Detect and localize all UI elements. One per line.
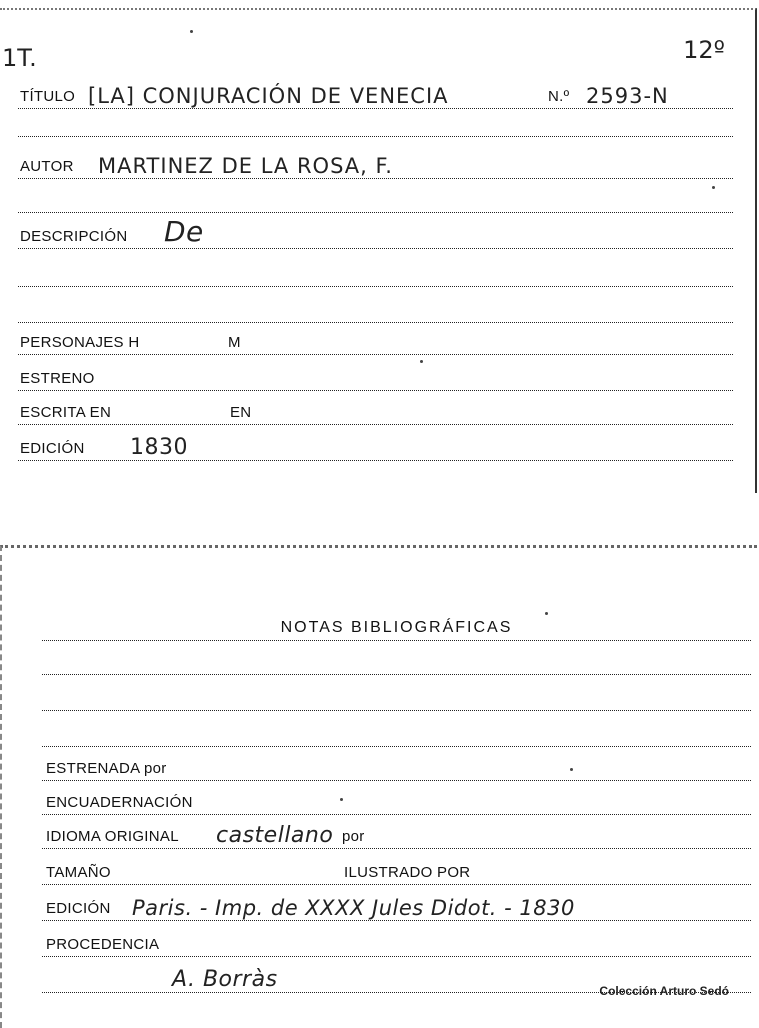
edicion-label: EDICIÓN xyxy=(46,900,111,917)
idioma-label: IDIOMA ORIGINAL xyxy=(46,828,179,845)
corner-note-right: 12º xyxy=(683,36,725,64)
blank-line xyxy=(18,106,733,137)
numero-label: N.º xyxy=(548,88,570,105)
escrita-label: ESCRITA EN xyxy=(20,404,112,421)
personajes-label: PERSONAJES H xyxy=(20,334,140,351)
edicion-row xyxy=(42,890,751,921)
collection-credit: Colección Arturo Sedó xyxy=(599,984,729,998)
corner-note-left: 1T. xyxy=(2,44,37,72)
personajes-m-label: M xyxy=(228,334,241,351)
scan-speck xyxy=(570,768,573,771)
estrenada-row xyxy=(42,750,751,781)
titulo-value: [LA] CONJURACIÓN DE VENECIA xyxy=(88,84,449,108)
escrita-row xyxy=(18,394,733,425)
estreno-label: ESTRENO xyxy=(20,370,95,387)
idioma-value: castellano xyxy=(216,823,334,848)
scan-speck xyxy=(545,612,548,615)
edicion-value: 1830 xyxy=(130,435,188,460)
autor-label: AUTOR xyxy=(20,158,74,175)
encuadernacion-label: ENCUADERNACIÓN xyxy=(46,794,193,811)
ilustrado-label: ILUSTRADO POR xyxy=(344,864,471,881)
encuadernacion-row xyxy=(42,784,751,815)
estreno-row xyxy=(18,360,733,391)
descripcion-row xyxy=(18,215,733,249)
descripcion-label: DESCRIPCIÓN xyxy=(20,228,128,245)
blank-line xyxy=(18,292,733,323)
titulo-row xyxy=(18,78,733,109)
procedencia-value: A. Borràs xyxy=(172,967,278,992)
tamano-row xyxy=(42,854,751,885)
heading-row xyxy=(42,610,751,641)
escrita-en-label: EN xyxy=(230,404,252,421)
descripcion-value: De xyxy=(164,215,204,248)
edicion-label: EDICIÓN xyxy=(20,440,85,457)
blank-line xyxy=(18,256,733,287)
autor-value: MARTINEZ DE LA ROSA, F. xyxy=(98,154,393,178)
idioma-row xyxy=(42,818,751,849)
catalog-card-front xyxy=(0,8,757,493)
idioma-por-label: por xyxy=(342,828,365,845)
blank-line xyxy=(42,644,751,675)
autor-row xyxy=(18,148,733,179)
scan-speck xyxy=(340,798,343,801)
titulo-label: TÍTULO xyxy=(20,88,76,105)
procedencia-label: PROCEDENCIA xyxy=(46,936,160,953)
scan-speck xyxy=(712,186,715,189)
edicion-value: Paris. - Imp. de XXXX Jules Didot. - 1830 xyxy=(132,896,575,920)
tamano-label: TAMAÑO xyxy=(46,864,111,881)
blank-line xyxy=(42,716,751,747)
blank-line xyxy=(18,182,733,213)
scan-speck xyxy=(420,360,423,363)
scan-speck xyxy=(190,30,193,33)
personajes-row xyxy=(18,324,733,355)
notas-heading: NOTAS BIBLIOGRÁFICAS xyxy=(280,619,513,636)
numero-value: 2593-N xyxy=(586,84,669,108)
estrenada-label: ESTRENADA por xyxy=(46,760,167,777)
catalog-card-back xyxy=(0,545,757,1028)
edicion-row xyxy=(18,430,733,461)
procedencia-row xyxy=(42,926,751,957)
blank-line xyxy=(42,680,751,711)
